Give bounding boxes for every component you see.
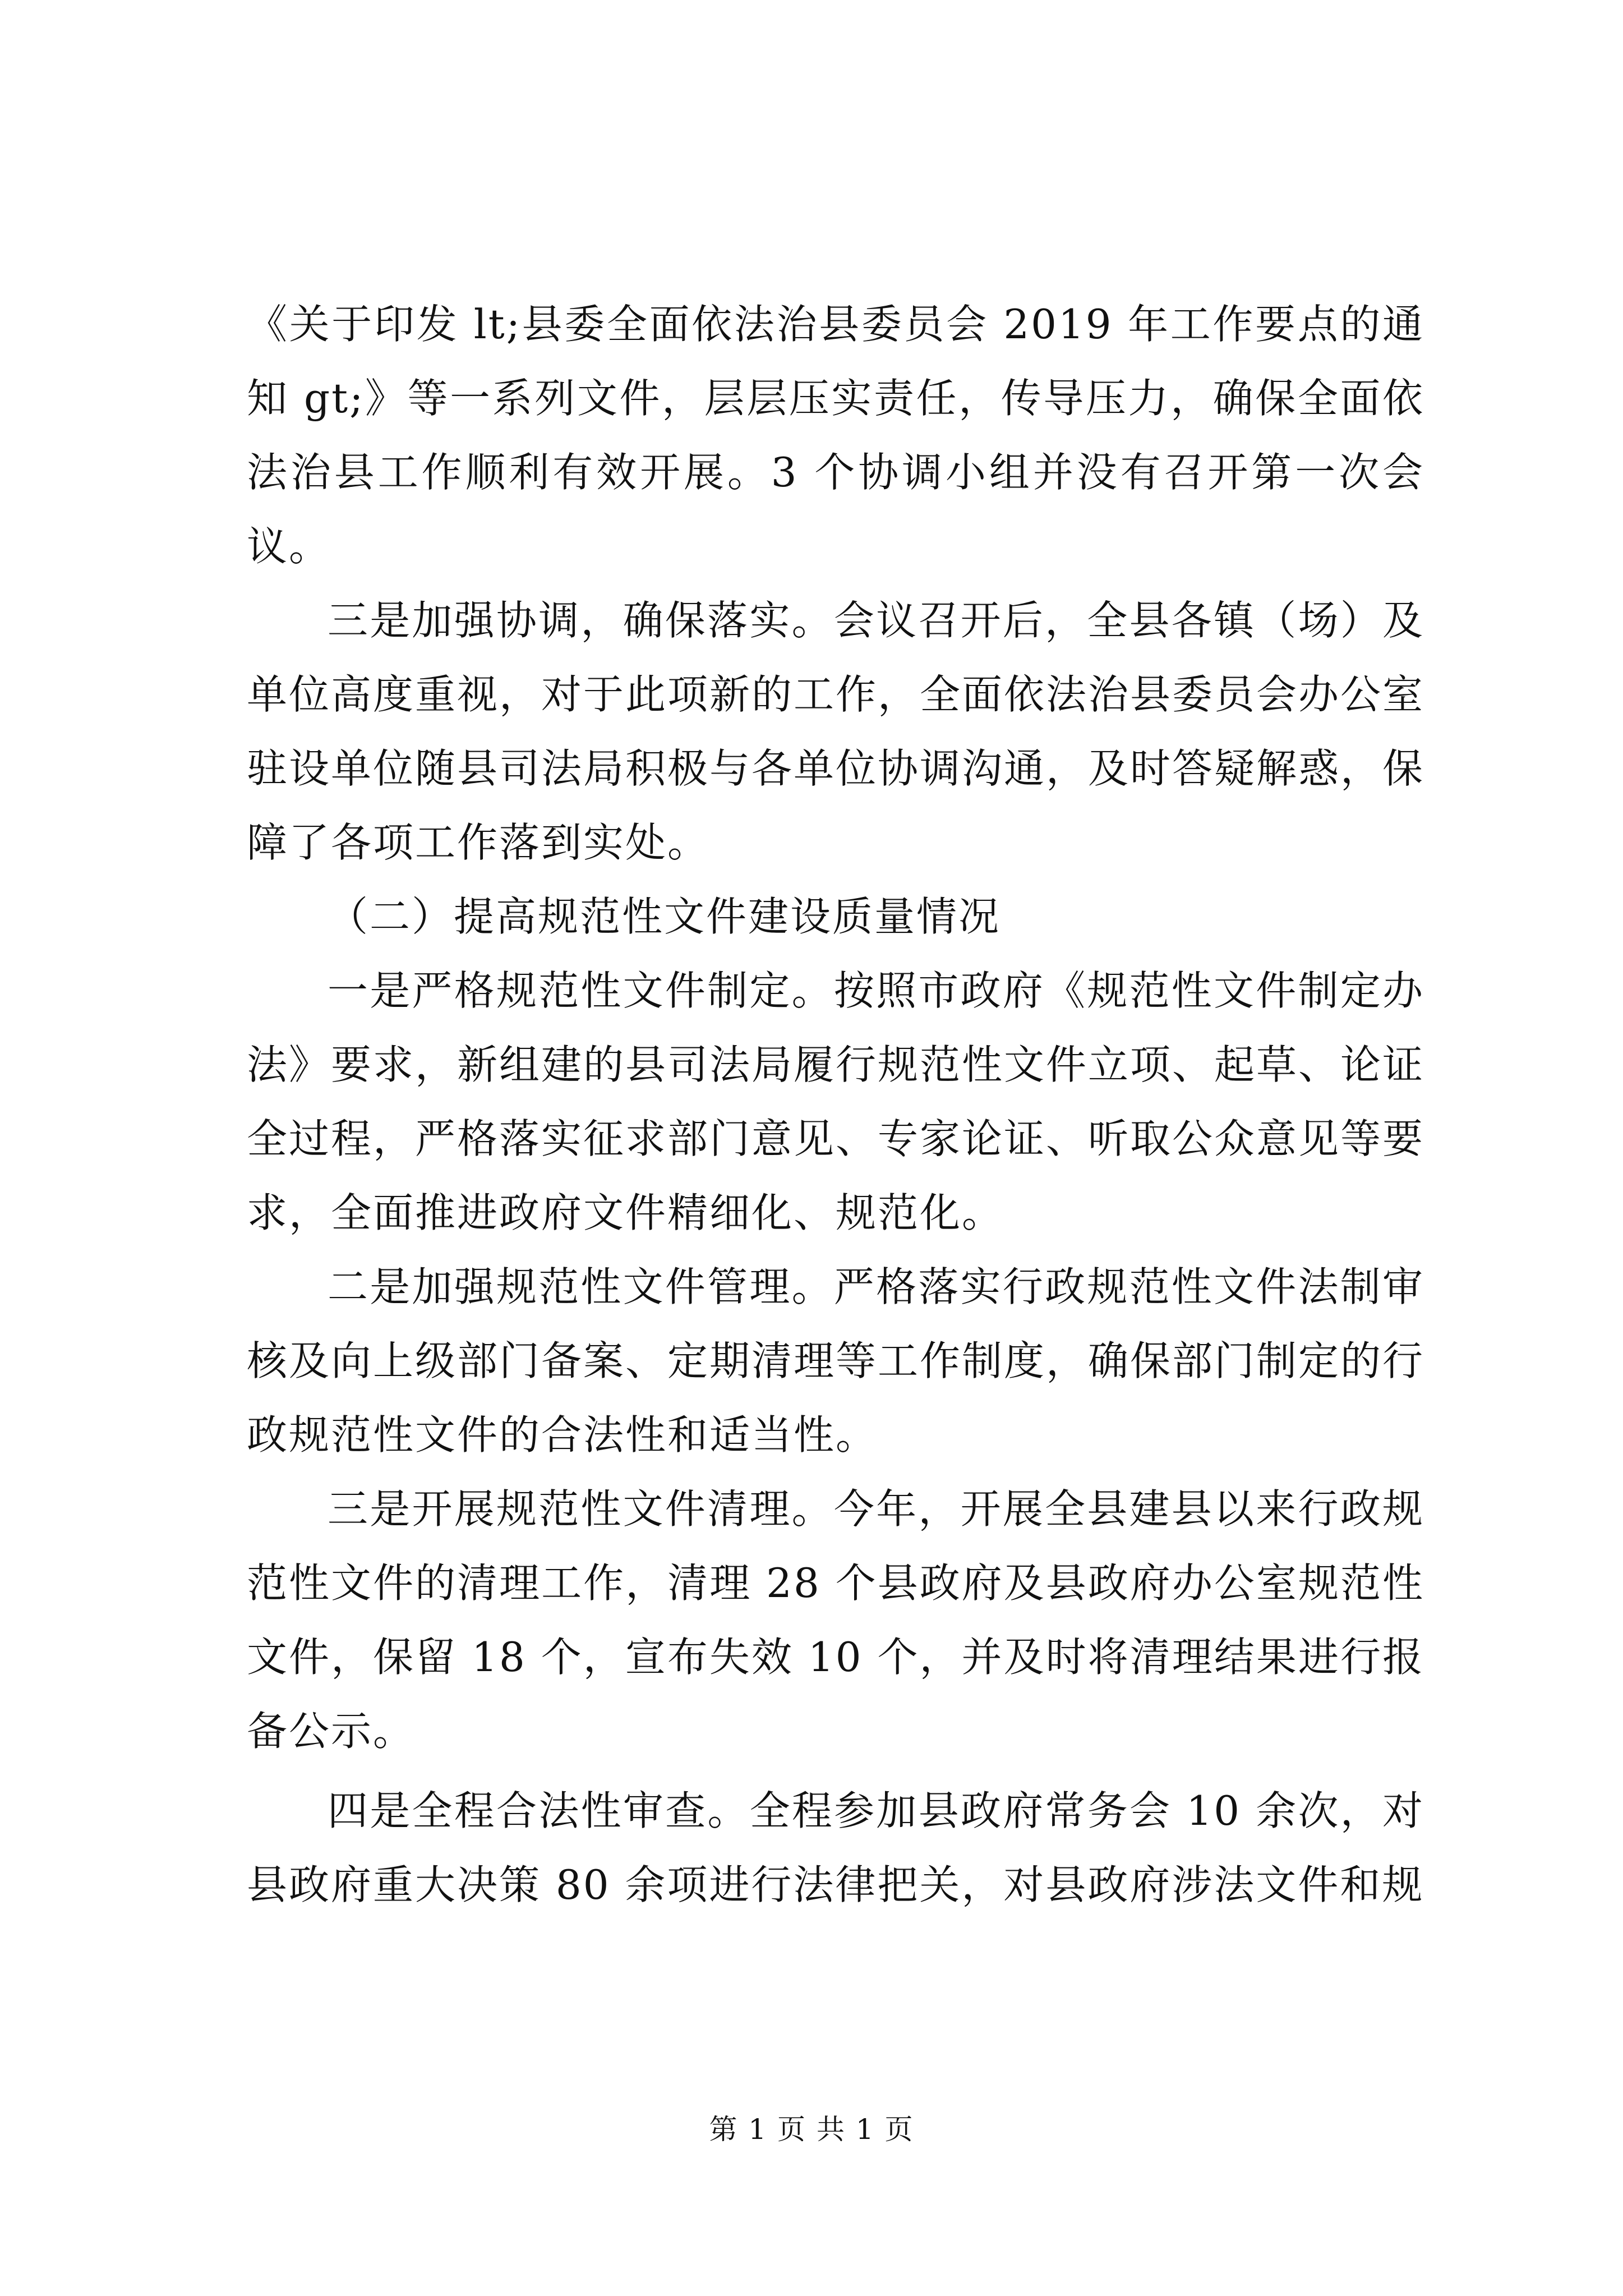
paragraph-6: 四是全程合法性审查。全程参加县政府常务会 10 余次，对县政府重大决策 80 余项进行法律把关，对县政府涉法文件和规 — [247, 1787, 1424, 1908]
paragraph-3: 一是严格规范性文件制定。按照市政府《规范性文件制定办法》要求，新组建的县司法局履行规范性文件立项、起草、论证全过程，严格落实征求部门意见、专家论证、听取公众意见等要求，全面推进政府文件精细化、规范化。 — [247, 967, 1425, 1236]
paragraph-1: 《关于印发 lt;县委全面依法治县委员会 2019 年工作要点的通知 gt;》等一系列文件，层层压实责任，传导压力，确保全面依法治县工作顺利有效开展。3 个协调小组并没有召开第一次会议。 — [247, 301, 1424, 570]
paragraph-4: 二是加强规范性文件管理。严格落实行政规范性文件法制审核及向上级部门备案、定期清理等工作制度，确保部门制定的行政规范性文件的合法性和适当性。 — [247, 1263, 1425, 1458]
document-body — [247, 287, 1424, 1922]
page-footer: 第 1 页 共 1 页 — [709, 2113, 914, 2146]
paragraph-5: 三是开展规范性文件清理。今年，开展全县建县以来行政规范性文件的清理工作，清理 28 个县政府及县政府办公室规范性文件，保留 18 个，宣布失效 10 个，并及时将清理结果进行报备公示。 — [247, 1485, 1424, 1755]
section-heading: （二）提高规范性文件建设质量情况 — [328, 893, 1001, 940]
paragraph-2: 三是加强协调，确保落实。会议召开后，全县各镇（场）及单位高度重视，对于此项新的工作，全面依法治县委员会办公室驻设单位随县司法局积极与各单位协调沟通，及时答疑解惑，保障了各项工作落到实处。 — [247, 597, 1425, 866]
